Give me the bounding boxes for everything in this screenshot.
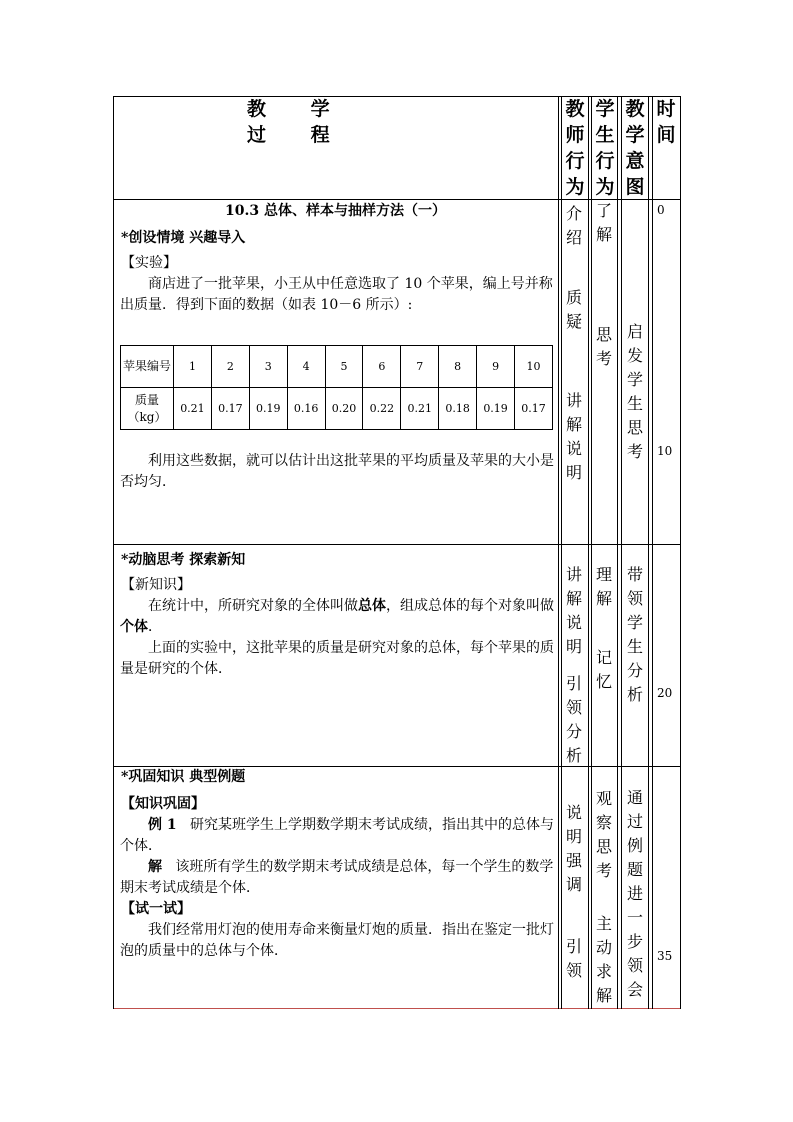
section3-student-b: 主 动 求 解 bbox=[595, 914, 612, 1005]
example-label: 例 1 bbox=[148, 817, 177, 833]
table-cell: 10 bbox=[515, 346, 553, 388]
table-cell: 0.19 bbox=[477, 388, 515, 430]
table-cell: 6 bbox=[363, 346, 401, 388]
section1-tag: 【实验】 bbox=[121, 255, 177, 271]
section1-para1: 商店进了一批苹果，小王从中任意选取了 10 个苹果，编上号并称出质量．得到下面的数据（如表 10－6 所示）: bbox=[120, 276, 553, 313]
header-teacher-behavior: 教 师 行 为 bbox=[565, 98, 585, 198]
section3-subtitle: *巩固知识 典型例题 bbox=[121, 769, 246, 785]
table-cell: 0.18 bbox=[439, 388, 477, 430]
term-individual: 个体 bbox=[120, 619, 148, 635]
section3-intent: 通 过 例 题 进 一 步 领 会 bbox=[626, 788, 643, 999]
section1-subtitle: *创设情境 兴趣导入 bbox=[121, 230, 246, 246]
section2-para1: 在统计中，所研究对象的全体叫做总体，组成总体的每个对象叫做个体． bbox=[120, 598, 554, 635]
term-population: 总体 bbox=[358, 598, 386, 614]
section2-para2: 上面的实验中，这批苹果的质量是研究对象的总体，每个苹果的质量是研究的个体． bbox=[120, 640, 554, 677]
table-cell: 3 bbox=[249, 346, 287, 388]
section2-time: 20 bbox=[657, 686, 673, 700]
section2-student-a: 理 解 bbox=[595, 565, 612, 608]
section1-time-a: 0 bbox=[657, 203, 665, 217]
section2-student-b: 记 忆 bbox=[595, 648, 612, 691]
solution-label: 解 bbox=[148, 859, 162, 875]
table-cell: 0.21 bbox=[401, 388, 439, 430]
section1-teacher-b: 质 疑 bbox=[565, 288, 582, 331]
table-cell: 7 bbox=[401, 346, 439, 388]
section3-try: 我们经常用灯泡的使用寿命来衡量灯炮的质量．指出在鉴定一批灯泡的质量中的总体与个体． bbox=[120, 922, 554, 959]
table-cell: 0.21 bbox=[174, 388, 212, 430]
table-cell: 0.17 bbox=[211, 388, 249, 430]
section3-example: 例 1 研究某班学生上学期数学期末考试成绩，指出其中的总体与个体． bbox=[120, 817, 554, 854]
apple-data-table bbox=[120, 345, 553, 430]
table-cell: 0.16 bbox=[287, 388, 325, 430]
section1-title: 10.3 总体、样本与抽样方法（一） bbox=[225, 203, 446, 219]
section2-subtitle: *动脑思考 探索新知 bbox=[121, 552, 246, 568]
table-cell: 2 bbox=[211, 346, 249, 388]
section2-tag: 【新知识】 bbox=[121, 577, 191, 593]
section1-teacher-a: 介 绍 bbox=[565, 204, 582, 247]
section2-teacher-b: 引 领 分 析 bbox=[565, 674, 582, 765]
table-cell: 1 bbox=[174, 346, 212, 388]
section3-tag2: 【试一试】 bbox=[121, 901, 191, 917]
table-cell: 8 bbox=[439, 346, 477, 388]
table-cell: 0.19 bbox=[249, 388, 287, 430]
table-cell: 0.22 bbox=[363, 388, 401, 430]
section1-student-b: 思 考 bbox=[595, 325, 612, 368]
section1-time-b: 10 bbox=[657, 444, 673, 458]
section3-time: 35 bbox=[657, 949, 673, 963]
table-cell: 5 bbox=[325, 346, 363, 388]
header-time: 时 间 bbox=[656, 98, 676, 146]
table-cell: 9 bbox=[477, 346, 515, 388]
section3-solution: 解 该班所有学生的数学期末考试成绩是总体，每一个学生的数学期末考试成绩是个体． bbox=[120, 859, 554, 896]
table-row1-header: 苹果编号 bbox=[121, 346, 174, 388]
table-cell: 0.20 bbox=[325, 388, 363, 430]
section2-teacher-a: 讲 解 说 明 bbox=[565, 565, 582, 656]
table-cell: 4 bbox=[287, 346, 325, 388]
table-row2-header: 质量（kg） bbox=[121, 388, 174, 430]
section3-tag1: 【知识巩固】 bbox=[121, 796, 205, 812]
section1-intent: 启 发 学 生 思 考 bbox=[626, 322, 643, 461]
section3-teacher-a: 说 明 强 调 bbox=[565, 803, 582, 894]
header-student-behavior: 学 生 行 为 bbox=[595, 98, 615, 198]
header-teaching-intent: 教 学 意 图 bbox=[625, 98, 645, 198]
section3-student-a: 观 察 思 考 bbox=[595, 789, 612, 880]
section1-teacher-c: 讲 解 说 明 bbox=[565, 391, 582, 482]
header-process-line2: 过 程 bbox=[247, 124, 330, 146]
header-process-line1: 教 学 bbox=[247, 98, 330, 120]
table-cell: 0.17 bbox=[515, 388, 553, 430]
section2-intent: 带 领 学 生 分 析 bbox=[626, 565, 643, 704]
section1-student-a: 了 解 bbox=[595, 201, 612, 244]
section1-para2: 利用这些数据，就可以估计出这批苹果的平均质量及苹果的大小是否均匀． bbox=[120, 453, 554, 490]
section3-teacher-b: 引 领 bbox=[565, 937, 582, 980]
